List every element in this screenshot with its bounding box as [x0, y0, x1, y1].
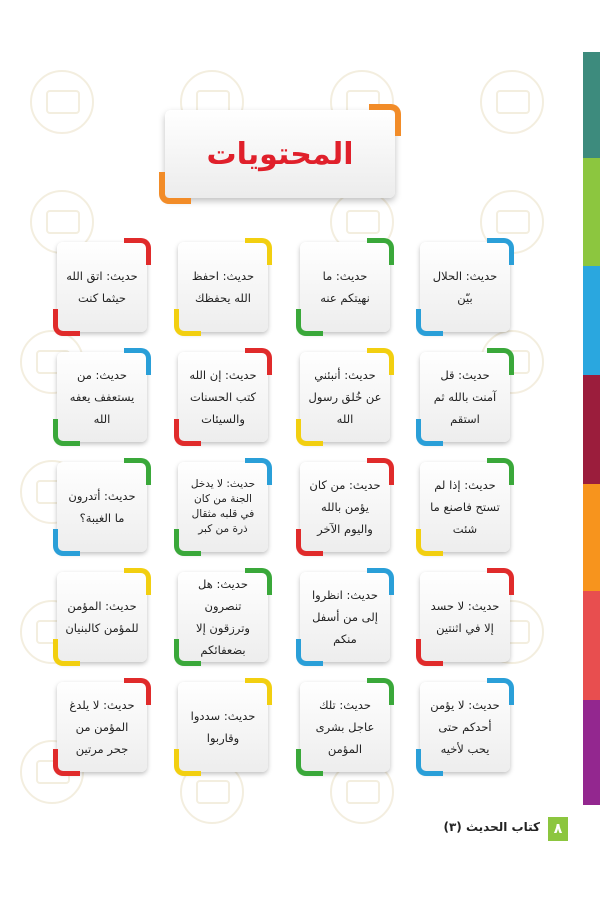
card-corner-top-right — [124, 238, 151, 265]
card-corner-bottom-left — [174, 749, 201, 776]
side-tab — [583, 591, 600, 700]
card-corner-bottom-left — [53, 419, 80, 446]
contents-card[interactable] — [178, 242, 268, 332]
card-corner-bottom-left — [416, 309, 443, 336]
contents-card[interactable] — [300, 462, 390, 552]
card-title: حديث: إذا لم تستح فاصنع ما شئت — [430, 478, 500, 536]
card-title: حديث: من كان يؤمن بالله واليوم الآخر — [309, 478, 381, 536]
card-title: حديث: سددوا وقاربوا — [190, 709, 256, 745]
contents-card[interactable] — [420, 682, 510, 772]
card-corner-top-right — [367, 568, 394, 595]
contents-card[interactable] — [57, 242, 147, 332]
card-corner-top-right — [367, 348, 394, 375]
card-title: حديث: الحلال بيّن — [432, 269, 498, 305]
card-corner-top-right — [245, 678, 272, 705]
card-corner-top-right — [245, 458, 272, 485]
card-corner-bottom-left — [296, 309, 323, 336]
card-corner-bottom-left — [174, 419, 201, 446]
card-title: حديث: أنبئني عن خُلق رسول الله — [308, 368, 382, 426]
card-corner-top-right — [245, 238, 272, 265]
card-corner-top-right — [487, 348, 514, 375]
card-corner-bottom-left — [416, 529, 443, 556]
card-corner-top-right — [245, 568, 272, 595]
contents-card[interactable] — [178, 462, 268, 552]
card-corner-top-right — [367, 678, 394, 705]
card-corner-bottom-left — [296, 749, 323, 776]
card-title: حديث: المؤمن للمؤمن كالبنيان — [65, 599, 139, 635]
contents-card[interactable] — [420, 462, 510, 552]
contents-card[interactable] — [300, 572, 390, 662]
card-title: حديث: احفظ الله يحفظك — [191, 269, 255, 305]
card-title: حديث: إن الله كتب الحسنات والسيئات — [189, 368, 257, 426]
side-tab — [583, 52, 600, 158]
side-tab — [583, 484, 600, 591]
card-corner-bottom-left — [53, 529, 80, 556]
contents-card[interactable] — [57, 462, 147, 552]
card-title: حديث: ما نهيتكم عنه — [320, 269, 370, 305]
card-corner-top-right — [487, 238, 514, 265]
card-corner-top-right — [124, 348, 151, 375]
card-title: حديث: لا يلدغ المؤمن من جحر مرتين — [69, 698, 135, 756]
card-corner-top-right — [124, 458, 151, 485]
contents-card[interactable] — [57, 572, 147, 662]
card-corner-bottom-left — [174, 529, 201, 556]
card-title: حديث: من يستعفف يعفه الله — [69, 368, 135, 426]
card-title: حديث: لا حسد إلا في اثنتين — [430, 599, 500, 635]
side-tab — [583, 375, 600, 484]
card-corner-top-right — [124, 678, 151, 705]
card-title: حديث: لا يؤمن أحدكم حتى يحب لأخيه — [430, 698, 500, 756]
contents-card[interactable] — [300, 682, 390, 772]
contents-card[interactable] — [420, 572, 510, 662]
card-corner-bottom-left — [296, 639, 323, 666]
card-corner-bottom-left — [296, 529, 323, 556]
card-title: حديث: أتدرون ما الغيبة؟ — [68, 489, 136, 525]
contents-card[interactable] — [300, 352, 390, 442]
card-corner-bottom-left — [53, 309, 80, 336]
card-corner-top-right — [487, 678, 514, 705]
card-corner-top-right — [487, 568, 514, 595]
card-corner-bottom-left — [174, 309, 201, 336]
card-title: حديث: اتق الله حيثما كنت — [66, 269, 138, 305]
contents-card[interactable] — [300, 242, 390, 332]
contents-card[interactable] — [420, 352, 510, 442]
side-tab — [583, 158, 600, 266]
card-corner-bottom-left — [416, 749, 443, 776]
book-title: كتاب الحديث (٣) — [443, 820, 540, 834]
card-corner-top-right — [367, 458, 394, 485]
title-corner-bottom-left — [159, 172, 191, 204]
card-corner-bottom-left — [53, 639, 80, 666]
card-corner-top-right — [487, 458, 514, 485]
watermark-logo — [480, 70, 544, 134]
contents-card[interactable] — [57, 352, 147, 442]
card-title: حديث: قل آمنت بالله ثم استقم — [433, 368, 497, 426]
card-corner-bottom-left — [416, 639, 443, 666]
card-title: حديث: لا يدخل الجنة من كان في قلبه مثقال ذرة من كبر — [190, 478, 256, 535]
contents-card[interactable] — [178, 352, 268, 442]
side-tab — [583, 700, 600, 805]
contents-card[interactable] — [420, 242, 510, 332]
contents-card[interactable] — [178, 682, 268, 772]
card-corner-bottom-left — [53, 749, 80, 776]
card-title: حديث: هل تنصرون وترزقون إلا بضعفائكم — [196, 577, 250, 657]
contents-card[interactable] — [178, 572, 268, 662]
card-corner-bottom-left — [174, 639, 201, 666]
title-corner-top-right — [369, 104, 401, 136]
page-title: المحتويات — [206, 136, 354, 172]
card-corner-top-right — [124, 568, 151, 595]
card-corner-top-right — [367, 238, 394, 265]
contents-title-card — [165, 110, 395, 198]
card-corner-bottom-left — [416, 419, 443, 446]
page-number: ٨ — [548, 817, 568, 841]
contents-card[interactable] — [57, 682, 147, 772]
watermark-logo — [30, 70, 94, 134]
card-title: حديث: انظروا إلى من أسفل منكم — [311, 588, 379, 646]
card-corner-bottom-left — [296, 419, 323, 446]
side-tab — [583, 266, 600, 375]
card-title: حديث: تلك عاجل بشرى المؤمن — [315, 698, 375, 756]
card-corner-top-right — [245, 348, 272, 375]
